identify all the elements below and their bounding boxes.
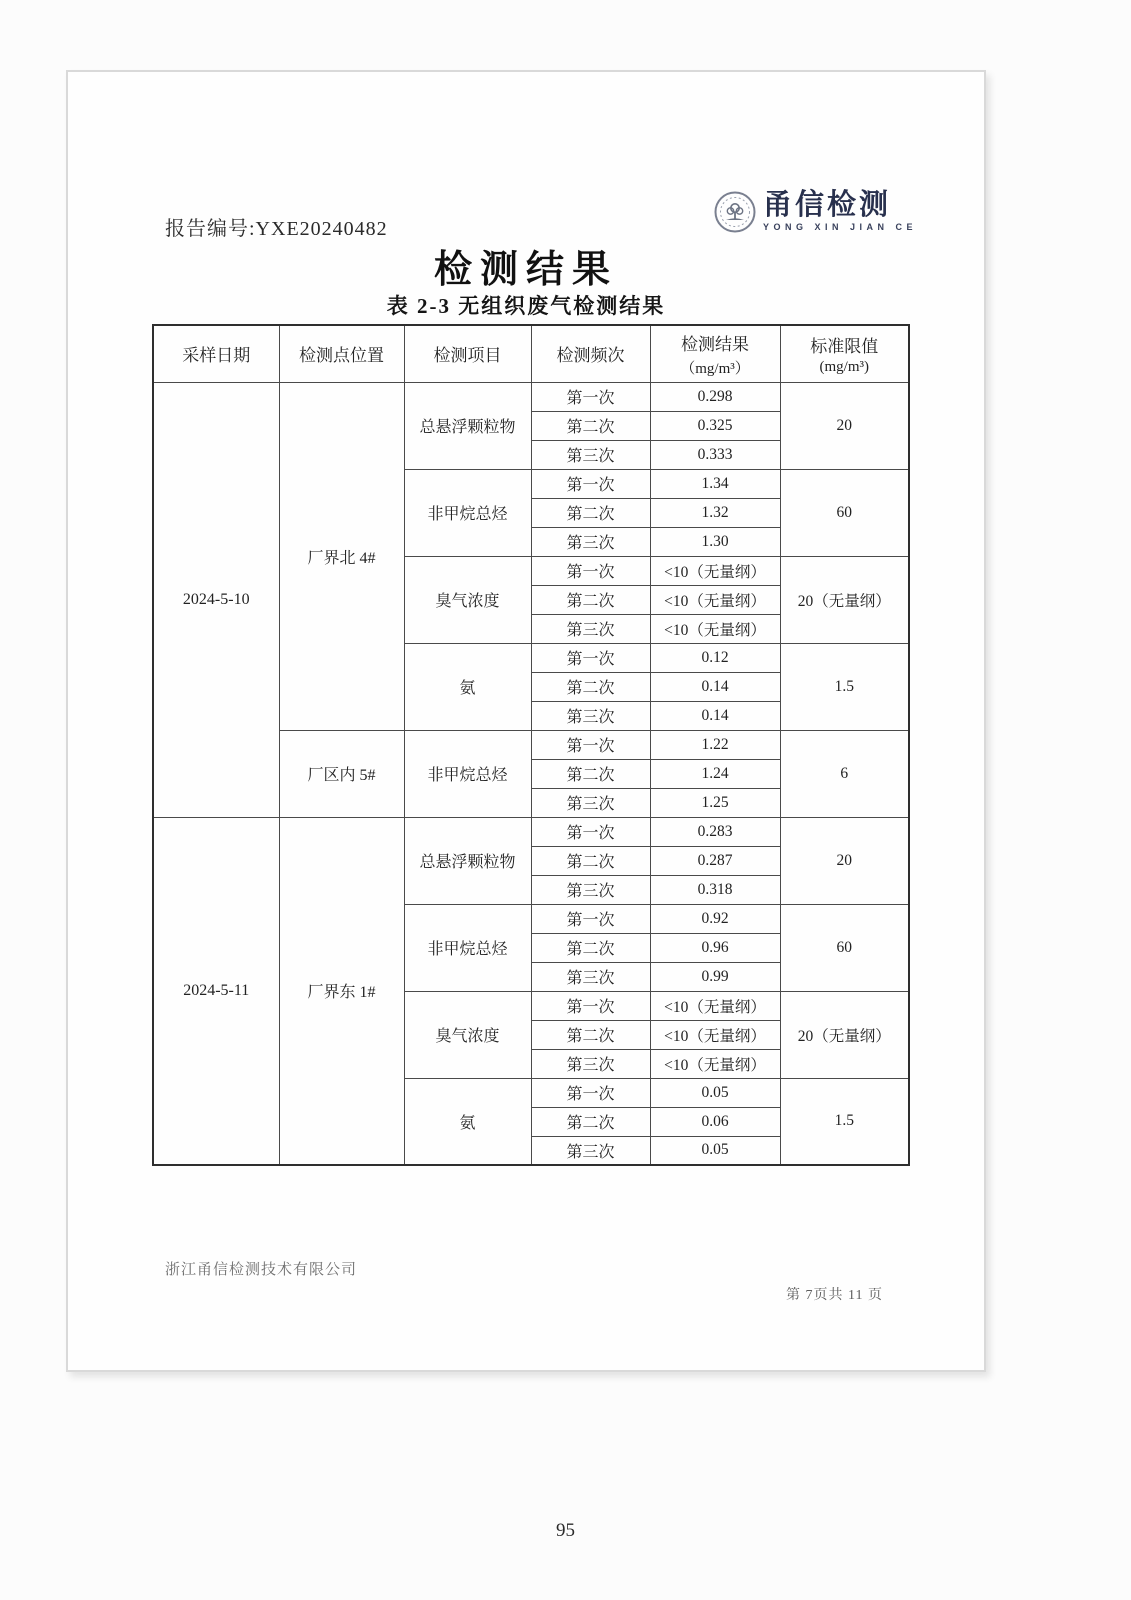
frequency-cell: 第二次 — [531, 585, 650, 614]
result-cell: <10（无量纲） — [650, 614, 780, 643]
frequency-cell: 第三次 — [531, 440, 650, 469]
item-cell: 氨 — [404, 643, 531, 730]
location-cell: 厂界北 4# — [279, 382, 404, 730]
item-cell: 臭气浓度 — [404, 556, 531, 643]
result-cell: 1.24 — [650, 759, 780, 788]
result-cell: 0.05 — [650, 1078, 780, 1107]
footer-page-label: 第 7页共 11 页 — [786, 1288, 883, 1303]
result-cell: 0.96 — [650, 933, 780, 962]
header-date: 采样日期 — [153, 325, 279, 382]
frequency-cell: 第二次 — [531, 933, 650, 962]
page-title: 检测结果 — [433, 249, 618, 291]
result-cell: 0.99 — [650, 962, 780, 991]
company-logo — [713, 190, 963, 234]
result-cell: 0.14 — [650, 672, 780, 701]
result-cell: <10（无量纲） — [650, 1020, 780, 1049]
frequency-cell: 第一次 — [531, 1078, 650, 1107]
table-caption: 表 2-3 无组织废气检测结果 — [386, 294, 666, 318]
frequency-cell: 第三次 — [531, 1049, 650, 1078]
result-cell: 1.30 — [650, 527, 780, 556]
result-cell: 0.333 — [650, 440, 780, 469]
report-number: 报告编号:YXE20240482 — [165, 218, 388, 240]
item-cell: 非甲烷总烃 — [404, 904, 531, 991]
frequency-cell: 第二次 — [531, 1020, 650, 1049]
logo-emblem-icon — [713, 190, 757, 234]
frequency-cell: 第二次 — [531, 1107, 650, 1136]
header-result-line1: 检测结果 — [681, 334, 749, 354]
item-cell: 氨 — [404, 1078, 531, 1165]
document-page-number: 95 — [556, 1520, 575, 1541]
result-cell: 1.22 — [650, 730, 780, 759]
frequency-cell: 第三次 — [531, 527, 650, 556]
result-cell: 0.92 — [650, 904, 780, 933]
results-table — [152, 324, 910, 1166]
result-cell: <10（无量纲） — [650, 991, 780, 1020]
location-cell: 厂界东 1# — [279, 817, 404, 1165]
result-cell: <10（无量纲） — [650, 1049, 780, 1078]
frequency-cell: 第一次 — [531, 556, 650, 585]
frequency-cell: 第一次 — [531, 382, 650, 411]
header-location: 检测点位置 — [279, 325, 404, 382]
result-cell: <10（无量纲） — [650, 556, 780, 585]
frequency-cell: 第三次 — [531, 701, 650, 730]
location-cell: 厂区内 5# — [279, 730, 404, 817]
frequency-cell: 第一次 — [531, 643, 650, 672]
frequency-cell: 第二次 — [531, 498, 650, 527]
frequency-cell: 第一次 — [531, 904, 650, 933]
result-cell: 0.14 — [650, 701, 780, 730]
result-cell: 0.325 — [650, 411, 780, 440]
limit-cell: 6 — [780, 730, 909, 817]
item-cell: 臭气浓度 — [404, 991, 531, 1078]
item-cell: 总悬浮颗粒物 — [404, 382, 531, 469]
footer-company-name: 浙江甬信检测技术有限公司 — [165, 1262, 358, 1278]
logo-text — [763, 190, 917, 232]
frequency-cell: 第二次 — [531, 411, 650, 440]
result-cell: 0.287 — [650, 846, 780, 875]
frequency-cell: 第一次 — [531, 730, 650, 759]
limit-cell: 20 — [780, 817, 909, 904]
frequency-cell: 第二次 — [531, 846, 650, 875]
frequency-cell: 第三次 — [531, 875, 650, 904]
limit-cell: 1.5 — [780, 643, 909, 730]
header-item: 检测项目 — [404, 325, 531, 382]
header-frequency: 检测频次 — [531, 325, 650, 382]
result-cell: 0.12 — [650, 643, 780, 672]
result-cell: 0.298 — [650, 382, 780, 411]
result-cell: 0.318 — [650, 875, 780, 904]
frequency-cell: 第一次 — [531, 991, 650, 1020]
header-result — [650, 325, 780, 382]
frequency-cell: 第一次 — [531, 817, 650, 846]
header-result-line2: （mg/m³） — [680, 360, 750, 377]
limit-cell: 60 — [780, 904, 909, 991]
result-cell: 0.283 — [650, 817, 780, 846]
item-cell: 总悬浮颗粒物 — [404, 817, 531, 904]
limit-cell: 20 — [780, 382, 909, 469]
frequency-cell: 第三次 — [531, 614, 650, 643]
result-cell: 1.32 — [650, 498, 780, 527]
limit-cell: 20（无量纲） — [780, 556, 909, 643]
scanned-report-page — [66, 70, 986, 1372]
header-row — [153, 325, 909, 382]
header-limit — [780, 325, 909, 382]
frequency-cell: 第一次 — [531, 469, 650, 498]
frequency-cell: 第三次 — [531, 962, 650, 991]
result-cell: 0.05 — [650, 1136, 780, 1165]
header-limit-line1: 标准限值 — [810, 336, 879, 356]
result-cell: <10（无量纲） — [650, 585, 780, 614]
limit-cell: 20（无量纲） — [780, 991, 909, 1078]
table-body — [153, 382, 909, 1165]
result-cell: 1.34 — [650, 469, 780, 498]
result-cell: 1.25 — [650, 788, 780, 817]
limit-cell: 60 — [780, 469, 909, 556]
table-row — [153, 817, 909, 846]
header-limit-line2: (mg/m³) — [819, 358, 869, 375]
date-cell: 2024-5-11 — [153, 817, 279, 1165]
item-cell: 非甲烷总烃 — [404, 730, 531, 817]
frequency-cell: 第二次 — [531, 759, 650, 788]
logo-name: 甬信检测 — [763, 189, 892, 221]
limit-cell: 1.5 — [780, 1078, 909, 1165]
frequency-cell: 第三次 — [531, 788, 650, 817]
frequency-cell: 第二次 — [531, 672, 650, 701]
frequency-cell: 第三次 — [531, 1136, 650, 1165]
logo-subtitle: YONG XIN JIAN CE — [763, 222, 918, 233]
date-cell: 2024-5-10 — [153, 382, 279, 817]
result-cell: 0.06 — [650, 1107, 780, 1136]
table-row — [153, 382, 909, 411]
item-cell: 非甲烷总烃 — [404, 469, 531, 556]
